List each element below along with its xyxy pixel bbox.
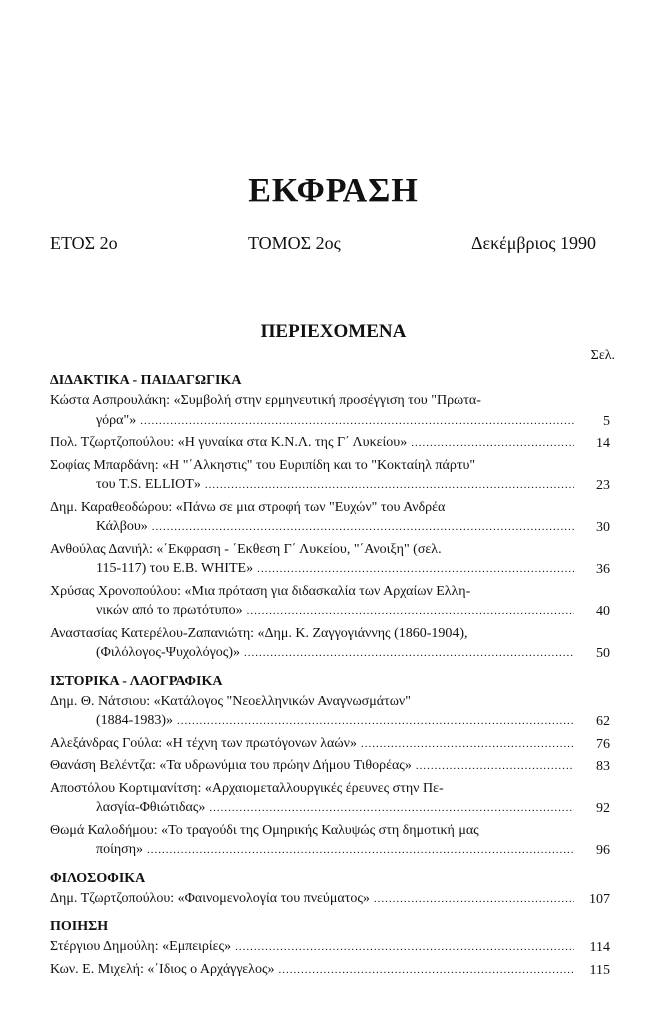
section-title: ΔΙΔΑΚΤΙΚΑ - ΠΑΙΔΑΓΩΓΙΚΑ xyxy=(50,373,242,388)
journal-title: ΕΚΦΡΑΣΗ xyxy=(248,172,419,209)
toc-entry xyxy=(50,821,610,861)
toc-entry xyxy=(50,540,610,580)
table-of-contents xyxy=(50,371,610,982)
page-number: 107 xyxy=(589,891,610,907)
toc-section xyxy=(50,869,610,910)
entry-text-line: Θανάση Βελέντζα: «Τα υδρωνύμια του πρώην Δήμου Τιθορέας» xyxy=(50,758,412,773)
issue-year: ΕΤΟΣ 2ο xyxy=(50,233,118,253)
toc-entry xyxy=(50,692,610,732)
toc-section xyxy=(50,672,610,861)
toc-section xyxy=(50,917,610,980)
page-number: 115 xyxy=(589,962,610,978)
page-number: 96 xyxy=(596,843,610,858)
issue-volume: ΤΟΜΟΣ 2ος xyxy=(248,233,341,253)
entry-text-line: (1884-1983)» xyxy=(96,713,173,728)
dot-leader xyxy=(235,938,574,958)
issue-date: Δεκέμβριος 1990 xyxy=(470,233,596,253)
page-number: 40 xyxy=(596,604,610,619)
dot-leader xyxy=(257,560,574,580)
entry-text-line: 115-117) του E.B. WHITE» xyxy=(96,561,254,576)
toc-entry xyxy=(50,734,610,755)
section-title: ΠΟΙΗΣΗ xyxy=(50,919,109,934)
dot-leader xyxy=(411,434,574,454)
entry-text-line: Αποστόλου Κορτιμανίτση: «Αρχαιομεταλλουργικές έρευνες στην Πε- xyxy=(50,780,444,796)
entry-text-line: ποίηση» xyxy=(96,842,144,857)
entry-text-line: Στέργιου Δημούλη: «Εμπειρίες» xyxy=(50,939,232,954)
entry-text-line: (Φιλόλογος-Ψυχολόγος)» xyxy=(96,645,240,660)
entry-text-line: Κώστα Ασπρουλάκη: «Συμβολή στην ερμηνευτική προσέγγιση του "Πρωτα- xyxy=(50,393,481,408)
toc-entry xyxy=(50,624,610,664)
page-number: 92 xyxy=(596,801,610,816)
dot-leader xyxy=(147,841,574,861)
toc-section xyxy=(50,371,610,664)
entry-text-line: Πολ. Τζωρτζοπούλου: «Η γυναίκα στα Κ.Ν.Λ. της Γ΄ Λυκείου» xyxy=(50,435,408,450)
dot-leader xyxy=(279,961,574,981)
dot-leader xyxy=(177,712,574,732)
entry-text-line: Αναστασίας Κατερέλου-Ζαπανιώτη: «Δημ. Κ. Ζαγγογιάννης (1860-1904), xyxy=(50,625,468,641)
page-number: 62 xyxy=(596,714,610,729)
page-number: 30 xyxy=(596,520,610,535)
dot-leader xyxy=(374,890,574,910)
toc-entry xyxy=(50,498,610,538)
dot-leader xyxy=(247,602,574,622)
entry-text-line: Σοφίας Μπαρδάνη: «Η "΄Αλκηστις" του Ευριπίδη και το "Κοκταίηλ πάρτυ" xyxy=(50,457,476,473)
toc-entry xyxy=(50,889,610,910)
page-number: 5 xyxy=(603,413,610,429)
dot-leader xyxy=(361,735,574,755)
entry-text-line: λασγία-Φθιώτιδας» xyxy=(96,800,206,815)
entry-text-line: Ανθούλας Δανιήλ: «΄Εκφραση - ΄Εκθεση Γ΄ Λυκείου, "΄Ανοιξη" (σελ. xyxy=(50,541,442,557)
entry-text-line: Χρύσας Χρονοπούλου: «Μια πρόταση για διδασκαλία των Αρχαίων Ελλη- xyxy=(50,583,471,599)
section-title: ΙΣΤΟΡΙΚΑ - ΛΑΟΓΡΑΦΙΚΑ xyxy=(50,673,223,689)
toc-entry xyxy=(50,779,610,819)
contents-heading: ΠΕΡΙΕΧΟΜΕΝΑ xyxy=(260,321,407,342)
toc-entry xyxy=(50,433,610,454)
toc-entry xyxy=(50,391,610,431)
entry-text-line: Κων. Ε. Μιχελή: «΄Ιδιος ο Αρχάγγελος» xyxy=(50,961,275,977)
entry-text-line: Δημ. Καραθεοδώρου: «Πάνω σε μια στροφή των "Ευχών" του Ανδρέα xyxy=(50,499,446,515)
dot-leader xyxy=(152,518,574,538)
toc-entry xyxy=(50,960,610,981)
entry-text-line: γόρα"» xyxy=(96,412,137,428)
page-number: 114 xyxy=(589,940,610,955)
dot-leader xyxy=(140,412,574,432)
dot-leader xyxy=(416,757,574,777)
page-column-label: Σελ. xyxy=(590,348,615,363)
page-number: 50 xyxy=(596,646,610,661)
toc-entry xyxy=(50,756,610,777)
dot-leader xyxy=(205,476,574,496)
page-number: 83 xyxy=(596,759,610,774)
toc-entry xyxy=(50,456,610,496)
entry-text-line: Κάλβου» xyxy=(96,519,148,534)
dot-leader xyxy=(244,644,574,664)
entry-text-line: του T.S. ELLIOT» xyxy=(96,477,201,492)
section-title: ΦΙΛΟΣΟΦΙΚΑ xyxy=(50,870,146,886)
entry-text-line: Δημ. Θ. Νάτσιου: «Κατάλογος "Νεοελληνικών Αναγνωσμάτων" xyxy=(50,693,411,709)
page-number: 14 xyxy=(596,436,610,451)
entry-text-line: Αλεξάνδρας Γούλα: «Η τέχνη των πρωτόγονων λαών» xyxy=(50,735,357,751)
issue-info xyxy=(50,233,610,257)
page-number: 36 xyxy=(596,562,610,577)
toc-entry xyxy=(50,937,610,958)
entry-text-line: νικών από το πρωτότυπο» xyxy=(96,603,243,618)
entry-text-line: Δημ. Τζωρτζοπούλου: «Φαινομενολογία του πνεύματος» xyxy=(50,890,370,906)
entry-text-line: Θωμά Καλοδήμου: «Το τραγούδι της Ομηρικής Καλυψώς στη δημοτική μας xyxy=(50,822,479,838)
toc-entry xyxy=(50,582,610,622)
page-number: 76 xyxy=(596,736,610,752)
page-number: 23 xyxy=(596,478,610,493)
dot-leader xyxy=(209,799,574,819)
